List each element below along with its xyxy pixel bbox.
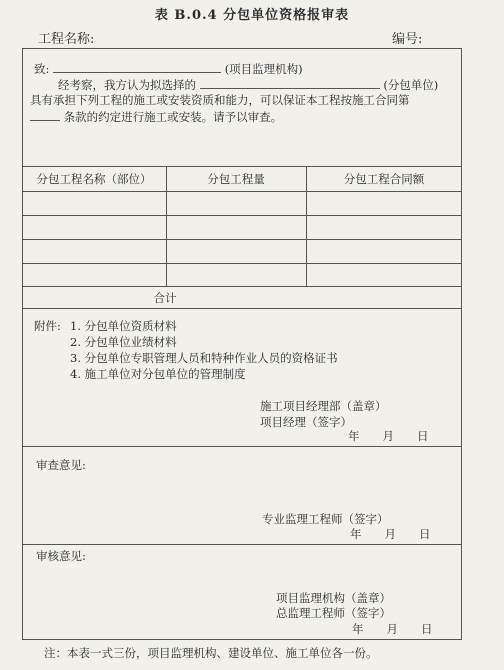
line3-text: 条款的约定进行施工或安装。请予以审查。: [63, 110, 283, 124]
contractor-date: 年 月 日: [348, 429, 429, 443]
project-name-label: 工程名称:: [38, 32, 95, 47]
footer-note: 注：本表一式三份，项目监理机构、建设单位、施工单位各一份。: [44, 646, 378, 660]
project-manager-sign-label: 项目经理（签字）: [260, 415, 352, 429]
col-header-quantity: 分包工程量: [207, 172, 265, 186]
letter-line-2: 具有承担下列工程的施工或安装资质和能力，可以保证本工程按施工合同第: [30, 93, 410, 107]
table-row-line: [22, 286, 462, 287]
attachment-item: 3. 分包单位专职管理人员和特种作业人员的资格证书: [70, 351, 338, 365]
table-total-line: [22, 308, 462, 309]
audit-label: 审核意见:: [36, 549, 86, 563]
form-title: 表 B.0.4 分包单位资格报审表: [154, 8, 350, 23]
table-row-line: [22, 239, 462, 240]
attachment-item: 1. 分包单位资质材料: [70, 319, 177, 333]
attachments-label: 附件:: [34, 319, 61, 333]
letter-addressee: [34, 60, 303, 77]
section-divider: [22, 544, 462, 545]
to-suffix: (项目监理机构): [224, 62, 303, 76]
form-number-label: 编号:: [392, 32, 423, 47]
review-label: 审查意见:: [36, 458, 86, 472]
table-row-line: [22, 215, 462, 216]
engineer-sign-label: 专业监理工程师（签字）: [262, 512, 389, 526]
letter-line-1: [58, 76, 438, 93]
letter-line-3: [30, 108, 282, 125]
total-label: 合计: [153, 291, 177, 305]
contractor-seal-label: 施工项目经理部（盖章）: [260, 399, 387, 413]
section-divider: [22, 446, 462, 447]
review-date: 年 月 日: [350, 527, 431, 541]
subcontractor-blank[interactable]: [200, 76, 380, 89]
supervisor-seal-label: 项目监理机构（盖章）: [276, 591, 391, 605]
table-top-line: [22, 166, 462, 167]
col-header-amount: 分包工程合同额: [343, 172, 425, 186]
chief-engineer-sign-label: 总监理工程师（签字）: [276, 606, 391, 620]
table-row-line: [22, 263, 462, 264]
attachment-item: 4. 施工单位对分包单位的管理制度: [70, 367, 246, 381]
clause-blank[interactable]: [30, 108, 60, 121]
line1-suffix: (分包单位): [383, 78, 439, 92]
audit-date: 年 月 日: [352, 622, 433, 636]
col-header-name: 分包工程名称（部位）: [36, 172, 152, 186]
to-label: 致:: [34, 62, 50, 76]
attachment-item: 2. 分包单位业绩材料: [70, 335, 177, 349]
supervisor-blank[interactable]: [53, 60, 221, 73]
line1-prefix: 经考察，我方认为拟选择的: [58, 78, 196, 92]
table-header-line: [22, 191, 462, 192]
